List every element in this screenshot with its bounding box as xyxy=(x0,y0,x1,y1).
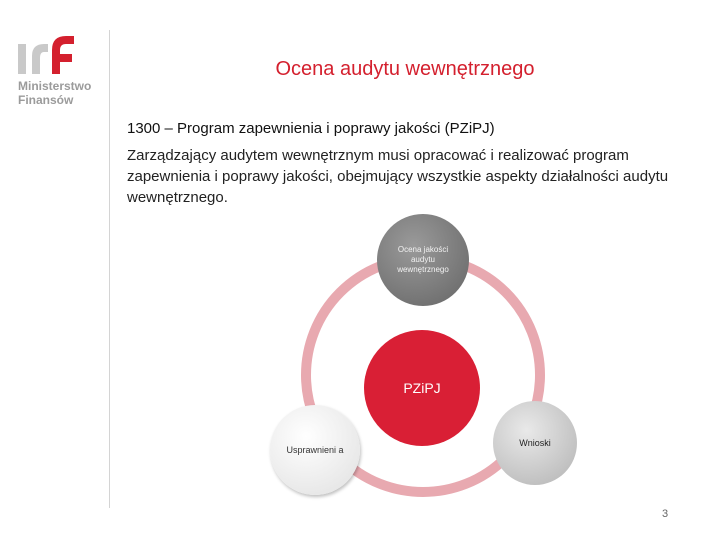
diagram-node-improvements xyxy=(270,405,360,495)
diagram-node-improvements-label: Usprawnieni a xyxy=(286,444,344,455)
diagram-node-conclusions-label: Wnioski xyxy=(519,438,551,448)
diagram-node-center-pzipj xyxy=(364,330,480,446)
diagram-node-conclusions xyxy=(493,401,577,485)
diagram-node-quality-assessment-label: Ocena jakości audytu wewnętrznego xyxy=(397,245,449,274)
logo-line-finansow: Finansów xyxy=(18,93,74,107)
slide-title: Ocena audytu wewnętrznego xyxy=(275,58,535,80)
logo-line-ministerstwo: Ministerstwo xyxy=(18,79,92,93)
slide-body-text: Zarządzający audytem wewnętrznym musi opracować i realizować program zapewnienia i poprawy jakości, obejmujący wszystkie aspekty działalności audytu wewnętrznego. xyxy=(127,147,669,206)
page-number: 3 xyxy=(662,508,669,520)
slide-subtitle: 1300 – Program zapewnienia i poprawy jakości (PZiPJ) xyxy=(127,120,495,137)
diagram-node-center-label: PZiPJ xyxy=(403,380,441,396)
diagram-node-quality-assessment xyxy=(377,214,469,306)
